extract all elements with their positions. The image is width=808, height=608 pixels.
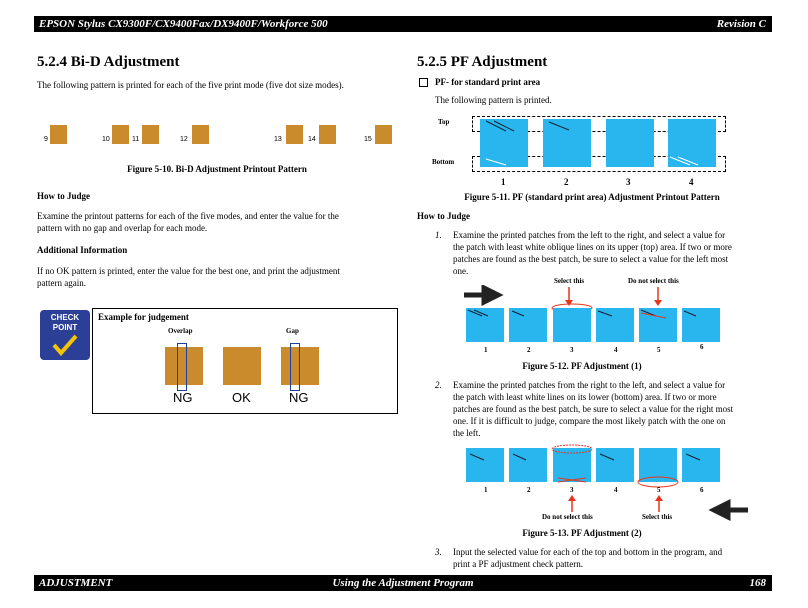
bid-intro: The following pattern is printed for each of the five print mode (five dot size modes). xyxy=(37,80,344,90)
bid-pattern-block xyxy=(50,125,67,144)
pf-oblique-lines xyxy=(480,119,716,167)
footer-bar xyxy=(34,575,772,591)
ok-block xyxy=(223,347,261,385)
pattern-label: 10 xyxy=(102,136,110,143)
select-this-label: Select this xyxy=(642,513,673,521)
fig13-num: 1 xyxy=(484,486,488,494)
fig12-num: 6 xyxy=(700,343,704,351)
pattern-label: 13 xyxy=(274,136,282,143)
header-title: EPSON Stylus CX9300F/CX9400Fax/DX9400F/Workforce 500 xyxy=(39,18,328,30)
step3-line: Input the selected value for each of the top and bottom in the program, and xyxy=(453,547,723,557)
footer-chapter: Using the Adjustment Program xyxy=(332,577,474,589)
figure-5-13 xyxy=(462,440,762,526)
pf-heading: 5.2.5 PF Adjustment xyxy=(417,54,548,70)
do-not-select-label: Do not select this xyxy=(628,277,679,285)
gap-marker xyxy=(290,343,300,391)
bid-pattern-block xyxy=(375,125,392,144)
do-not-select-label: Do not select this xyxy=(542,513,593,521)
step2-line: the left. xyxy=(453,428,481,438)
pattern-label: 14 xyxy=(308,136,316,143)
bid-how-text-1: Examine the printout patterns for each of the five modes, and enter the value for the xyxy=(37,211,339,221)
fig13-num: 6 xyxy=(700,486,704,494)
step1-number: 1. xyxy=(435,230,442,240)
pf-how-heading: How to Judge xyxy=(417,211,471,221)
pf-markers xyxy=(462,440,762,526)
bid-pattern-strip xyxy=(37,122,397,152)
fig11-num: 2 xyxy=(564,177,569,187)
step3-number: 3. xyxy=(435,547,442,557)
fig12-num: 4 xyxy=(614,346,618,354)
figure-5-10-caption: Figure 5-10. Bi-D Adjustment Printout Pattern xyxy=(127,164,307,174)
step1-text xyxy=(453,229,775,277)
footer-section: ADJUSTMENT xyxy=(39,577,113,589)
checkmark-icon xyxy=(52,334,78,356)
bottom-label: Bottom xyxy=(432,158,455,166)
step2-number: 2. xyxy=(435,380,442,390)
bid-pattern-block xyxy=(192,125,209,144)
bid-additional-text-1: If no OK pattern is printed, enter the value for the best one, and print the adjustment xyxy=(37,266,340,276)
bid-pattern-block xyxy=(319,125,336,144)
figure-5-11-caption: Figure 5-11. PF (standard print area) Adjustment Printout Pattern xyxy=(464,192,720,202)
pf-oblique-lines xyxy=(466,308,720,342)
step1-line: Examine the printed patches from the left to the right, and select a value for xyxy=(453,230,726,240)
bid-how-heading: How to Judge xyxy=(37,191,91,201)
example-box xyxy=(92,308,398,414)
step3-line: print a PF adjustment check pattern. xyxy=(453,559,583,569)
step2-line: one. If it is difficult to judge, compare the most likely patch with the one on xyxy=(453,416,726,426)
step2-line: the patch with least white lines on its lower (bottom) area. If two or more xyxy=(453,392,717,402)
step2-line: patches are found as the best patch, be sure to select a value for the right most xyxy=(453,404,734,414)
header-revision: Revision C xyxy=(716,18,766,30)
pattern-label: 12 xyxy=(180,136,188,143)
overlap-label: Overlap xyxy=(168,327,193,335)
result-ng-1: NG xyxy=(173,390,193,405)
fig12-num: 2 xyxy=(527,346,531,354)
check-point-icon xyxy=(40,310,90,360)
step1-line: the patch with least white oblique lines on its upper (top) area. If two or more xyxy=(453,242,732,252)
fig11-num: 3 xyxy=(626,177,631,187)
bid-additional-heading: Additional Information xyxy=(37,245,128,255)
checkbox-icon xyxy=(419,78,428,87)
fig12-num: 3 xyxy=(570,346,574,354)
footer-page-number: 168 xyxy=(749,577,766,589)
bid-heading: 5.2.4 Bi-D Adjustment xyxy=(37,54,180,70)
check-point-text-2: POINT xyxy=(52,323,78,332)
bid-additional-text-2: pattern again. xyxy=(37,278,86,288)
fig13-num: 3 xyxy=(570,486,574,494)
figure-5-11 xyxy=(430,114,730,190)
header-bar xyxy=(34,16,772,32)
result-ng-2: NG xyxy=(289,390,309,405)
pf-sub-heading: PF- for standard print area xyxy=(435,77,541,87)
pf-intro: The following pattern is printed. xyxy=(435,95,552,105)
fig13-num: 4 xyxy=(614,486,618,494)
fig12-num: 5 xyxy=(657,346,661,354)
figure-5-12-caption: Figure 5-12. PF Adjustment (1) xyxy=(522,361,642,371)
figure-5-12 xyxy=(462,276,762,360)
step1-line: patches are found as the best patch, be sure to select a value for the left most xyxy=(453,254,729,264)
select-this-label: Select this xyxy=(554,277,585,285)
step1-line: one. xyxy=(453,266,469,276)
fig11-num: 1 xyxy=(501,177,506,187)
bid-pattern-block xyxy=(286,125,303,144)
result-ok: OK xyxy=(232,390,251,405)
pattern-label: 11 xyxy=(132,136,140,143)
gap-label: Gap xyxy=(286,327,299,335)
step2-line: Examine the printed patches from the right to the left, and select a value for xyxy=(453,380,726,390)
figure-5-13-caption: Figure 5-13. PF Adjustment (2) xyxy=(522,528,642,538)
ng-gap-block xyxy=(281,347,319,385)
step3-text xyxy=(453,546,775,570)
bid-pattern-block xyxy=(112,125,129,144)
fig12-num: 1 xyxy=(484,346,488,354)
pattern-label: 15 xyxy=(364,136,372,143)
top-label: Top xyxy=(438,118,450,126)
check-point-text-1: CHECK xyxy=(50,313,80,322)
fig11-num: 4 xyxy=(689,177,694,187)
example-title: Example for judgement xyxy=(98,312,189,322)
bid-pattern-block xyxy=(142,125,159,144)
fig13-num: 5 xyxy=(657,486,661,494)
bid-how-text-2: pattern with no gap and overlap for each mode. xyxy=(37,223,208,233)
overlap-marker xyxy=(177,343,187,391)
pattern-label: 9 xyxy=(44,136,48,143)
step2-text xyxy=(453,379,775,439)
fig13-num: 2 xyxy=(527,486,531,494)
